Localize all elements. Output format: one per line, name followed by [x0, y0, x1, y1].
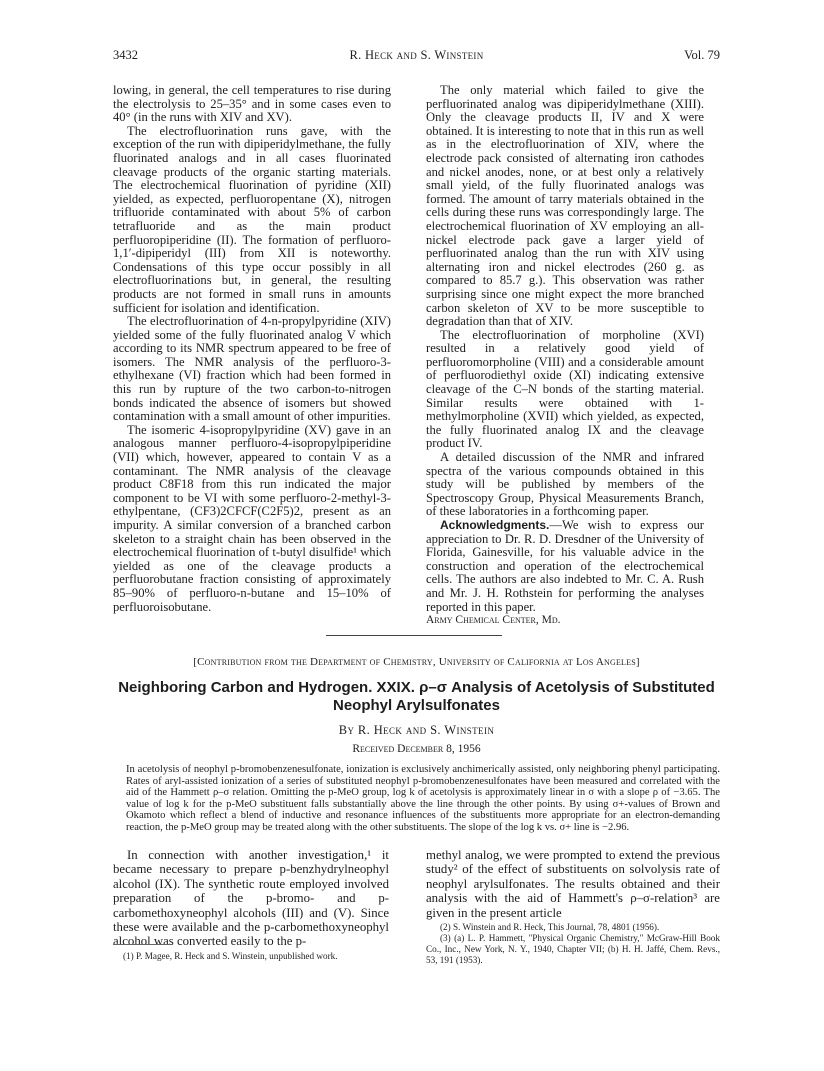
- footnote: (1) P. Magee, R. Heck and S. Winstein, unpublished work.: [123, 951, 338, 961]
- contribution-line: [Contribution from the Department of Chemistry, University of California at Los Angeles]: [193, 656, 640, 668]
- paragraph: lowing, in general, the cell temperatures to rise during the electrolysis to 25–35° and in some cases even to 40° (in the runs with XIV and XV).: [113, 83, 391, 125]
- body-right-column: [426, 848, 720, 966]
- top-left-column: [113, 84, 391, 614]
- running-title: R. Heck and S. Winstein: [349, 48, 484, 62]
- top-right-column: [426, 84, 704, 628]
- page-number: 3432: [113, 48, 138, 62]
- received-date: Received December 8, 1956: [352, 743, 481, 755]
- acknowledgments-paragraph: [426, 519, 704, 614]
- footnote-rule: [113, 944, 173, 945]
- paragraph: The electrofluorination of morpholine (XVI) resulted in a relatively good yield of perfluoromorpholine (VIII) and a considerable amount of perfluorodiethyl oxide (XI) indicating extensive cleavage of the C–N bonds of the starting material. Similar results were obtained with 1-methylmorpholine (XVII) which yielded, as expected, the fully fluorinated analog IX and the cleavage product IV.: [426, 327, 704, 451]
- article-title: Neighboring Carbon and Hydrogen. XXIX. ρ–σ Analysis of Acetolysis of Substituted Neophyl Arylsulfonates: [118, 679, 715, 714]
- footnotes-left: [113, 951, 389, 962]
- paragraph: A detailed discussion of the NMR and infrared spectra of the various compounds obtained in this study will be published by members of the Spectroscopy Group, Physical Measurements Branch, of these laboratories in a forthcoming paper.: [426, 450, 704, 519]
- footnote: (2) S. Winstein and R. Heck, This Journal, 78, 4801 (1956).: [440, 922, 660, 933]
- volume-label: Vol. 79: [684, 48, 720, 62]
- author-byline: By R. Heck and S. Winstein: [338, 723, 495, 737]
- paragraph: The isomeric 4-isopropylpyridine (XV) gave in an analogous manner perfluoro-4-isopropylpiperidine (VII) which, however, appeared to contain V as a contaminant. The NMR analysis of the cleavage product C8F18 from this run indicated the major component to be VI with some perfluoro-2-methyl-3-ethylpentane, (CF3)2CFCF(C2F5)2, present as an impurity. A similar conversion of a branched carbon skeleton to a straight chain has been observed in the electrochemical fluorination of t-butyl disulfide¹ which yielded as one of the cleavage products a perfluorobutane fraction consisting of approximately 85–90% of perfluoro-n-butane and 15–10% of perfluoroisobutane.: [113, 422, 391, 614]
- affiliation: Army Chemical Center, Md.: [426, 614, 561, 627]
- section-divider: [326, 635, 502, 636]
- acknowledgments-text: —We wish to express our appreciation to Dr. R. D. Dresdner of the University of Florida, Gainesville, for his valuable advice in the construction and operation of the electrochemical cells. The authors are also indebted to Mr. C. A. Rush and Mr. J. H. Rothstein for performing the analyses reported in this paper.: [426, 518, 704, 614]
- paragraph: In connection with another investigation,¹ it became necessary to prepare p-benzhydrylneophyl alcohol (IX). The synthetic route employed involved preparation of the p-bromo- and p-carbomethoxyneophyl alcohols (III) and (V). Since these were available and the p-carbomethoxyneophyl alcohol was converted easily to the p-: [113, 848, 389, 949]
- body-left-column: [113, 848, 389, 949]
- abstract-text: In acetolysis of neophyl p-bromobenzenesulfonate, ionization is exclusively anchimerically assisted, only neighboring phenyl participating. Rates of aryl-assisted ionization of a series of substituted neophyl p-bromobenzenesulfonates have been measured and correlated with the aid of the Hammett ρ–σ relation. Omitting the p-MeO group, log k of acetolysis is approximately linear in σ with a slope ρ of −3.65. The value of log k for the p-MeO substituent falls substantially above the line through the other points. By using σ+-values of Brown and Okamoto which reflect a blend of inductive and resonance influences of the substituents more appropriate for an electron-demanding reaction, the p-MeO group may be treated along with the other substituents. The slope of the log k vs. σ+ line is −2.96.: [126, 764, 720, 833]
- paragraph: The only material which failed to give the perfluorinated analog was dipiperidylmethane (XIII). Only the cleavage products II, IV and X were obtained. It is interesting to note that in this run as well as in the electrofluorination of XIV, where the electrode pack consisted of alternating iron cathodes and nickel anodes, none, or at best only a relatively small yield, of the fully fluorinated analogs was formed. The amount of tarry materials obtained in the cells during these runs was correspondingly large. The electrochemical fluorination of XV employing an all-nickel electrode pack gave a larger yield of perfluorinated analog than the run with XIV using alternating iron and nickel electrodes (260 g. as compared to 85.7 g.). This observation was rather surprising since one might expect the more branched carbon skeleton of XV to be more susceptible to degradation than that of XIV.: [426, 83, 704, 329]
- paragraph: The electrofluorination runs gave, with the exception of the run with dipiperidylmethane, the fully fluorinated analogs and in all cases fluorinated cleavage products of the organic starting materials. The electrochemical fluorination of pyridine (XII) yielded, as expected, perfluoropentane (X), nitrogen trifluoride contaminated with about 5% of carbon tetrafluoride and as the main product perfluoropiperidine (II). The formation of perfluoro-1,1′-dipiperidyl (III) from XII is noteworthy. Condensations of this type occur possibly in all electrofluorinations but, in general, the resulting products are not formed in small runs in amounts sufficient for isolation and identification.: [113, 123, 391, 315]
- abstract: [126, 764, 720, 834]
- acknowledgments-heading: Acknowledgments.: [440, 518, 550, 532]
- paragraph: methyl analog, we were prompted to extend the previous study² of the effect of substituents on solvolysis rate of neophyl arylsulfonates. The results obtained and their analysis with the aid of Hammett's ρ–σ-relation³ are given in the present article: [426, 848, 720, 920]
- paragraph: The electrofluorination of 4-n-propylpyridine (XIV) yielded some of the fully fluorinated analog V which according to its NMR spectrum appeared to be free of isomers. The NMR analysis of the perfluoro-3-ethylhexane (VI) fraction which had been formed in this run by rupture of the two carbon-to-nitrogen bonds indicated the absence of isomers but showed contamination with a small amount of other impurities.: [113, 314, 391, 424]
- footnotes-right: [426, 922, 720, 966]
- footnote: (3) (a) L. P. Hammett, "Physical Organic Chemistry," McGraw-Hill Book Co., Inc., New York, N. Y., 1940, Chapter VII; (b) H. H. Jaffé, Chem. Revs., 53, 191 (1953).: [426, 933, 720, 966]
